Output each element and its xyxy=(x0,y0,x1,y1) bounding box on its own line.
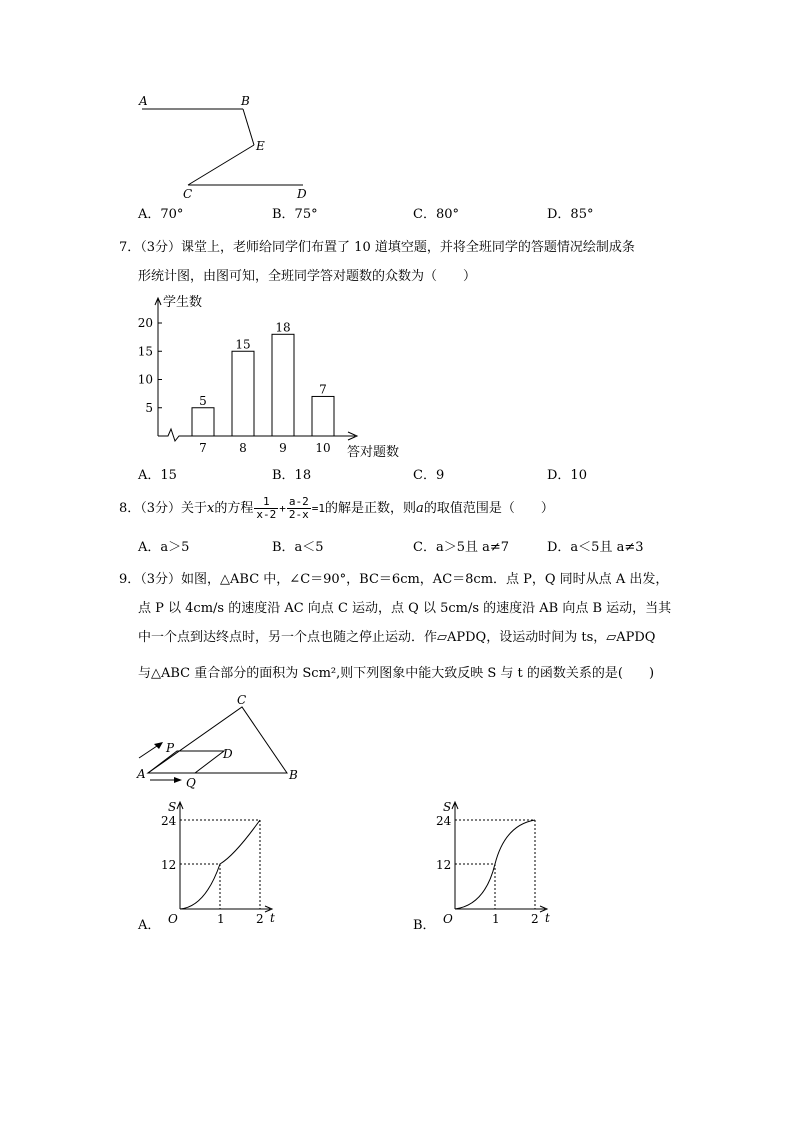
label-t: t xyxy=(545,911,550,925)
q8-f1-num: 1 xyxy=(254,496,278,509)
bar-7 xyxy=(192,408,214,436)
q7-bar-chart xyxy=(130,285,430,465)
label-a: A xyxy=(139,94,148,108)
y-axis-label: 学生数 xyxy=(163,295,203,310)
label-q: Q xyxy=(186,776,196,790)
q6-figure xyxy=(130,90,330,205)
q9-graph-a xyxy=(150,795,290,930)
q8-var-x: x xyxy=(207,501,215,516)
q8-equals: =1 xyxy=(311,502,326,515)
y-tick-label-15: 15 xyxy=(137,344,153,359)
q9-stem-line3: 中一个点到达终点时，另一个点也随之停止运动．作▱APDQ，设运动时间为 ts，▱APDQ xyxy=(138,630,656,645)
label-b: B xyxy=(289,768,298,782)
q8-suffix1: 的解是正数，则 xyxy=(325,501,417,516)
arrow-q-head xyxy=(174,777,182,783)
x-tick-label-9: 9 xyxy=(279,441,287,455)
label-c: C xyxy=(237,693,247,707)
q6-option-a: A．70° xyxy=(138,207,184,222)
bar-data-label-10: 7 xyxy=(319,382,327,397)
q7-option-b: B．18 xyxy=(272,468,312,483)
q8-option-d: D．a＜5且 a≠3 xyxy=(547,540,644,555)
label-s: S xyxy=(168,800,177,814)
q7-stem-line1: 7．（3分）课堂上，老师给同学们布置了 10 道填空题，并将全班同学的答题情况绘制成条 xyxy=(119,240,635,255)
label-24: 24 xyxy=(436,814,452,828)
x-axis-label: 答对题数 xyxy=(347,445,400,460)
q6-option-d: D．85° xyxy=(547,207,594,222)
label-12: 12 xyxy=(436,858,452,872)
bar-data-label-7: 5 xyxy=(199,393,207,408)
q8-plus: + xyxy=(279,502,286,515)
label-d: D xyxy=(223,747,233,761)
q9-option-a-label: A． xyxy=(138,918,161,933)
segment-be xyxy=(243,109,254,145)
x-tick-label-7: 7 xyxy=(199,441,207,455)
q8-fraction-1 xyxy=(254,496,278,521)
label-d: D xyxy=(297,187,307,201)
q9-graph-b xyxy=(425,795,565,930)
bar-9 xyxy=(272,334,294,436)
q8-f1-den: x-2 xyxy=(256,508,277,521)
q8-var-a: a xyxy=(416,501,424,516)
label-e: E xyxy=(256,139,265,153)
label-c: C xyxy=(183,187,193,201)
q9-stem-line1: 9．（3分）如图，△ABC 中，∠C＝90°，BC＝6cm，AC＝8cm．点 P，Q 同时从点 A 出发， xyxy=(119,572,669,587)
label-b: B xyxy=(241,94,250,108)
label-x2: 2 xyxy=(256,912,264,926)
label-24: 24 xyxy=(161,814,177,828)
q8-option-a: A．a＞5 xyxy=(138,540,190,555)
q8-option-b: B．a＜5 xyxy=(272,540,324,555)
q9-stem-line2: 点 P 以 4cm/s 的速度沿 AC 向点 C 运动，点 Q 以 5cm/s 的速度沿 AB 向点 B 运动，当其 xyxy=(138,601,672,616)
q7-option-a: A．15 xyxy=(138,468,177,483)
q9-triangle-figure xyxy=(130,690,340,795)
q8-option-c: C．a＞5且 a≠7 xyxy=(413,540,510,555)
q7-option-d: D．10 xyxy=(547,468,587,483)
q6-option-b: B．75° xyxy=(272,207,318,222)
y-tick-label-10: 10 xyxy=(137,372,153,387)
q8-fraction-2 xyxy=(287,496,311,521)
q6-option-c: C．80° xyxy=(413,207,459,222)
bar-data-label-9: 18 xyxy=(275,320,291,335)
bar-8 xyxy=(232,351,254,436)
q7-option-c: C．9 xyxy=(413,468,445,483)
label-o: O xyxy=(443,912,453,926)
bar-10 xyxy=(312,396,334,436)
q8-mid: 的方程 xyxy=(214,501,254,516)
label-s: S xyxy=(443,800,452,814)
x-tick-label-8: 8 xyxy=(239,441,247,455)
arrow-p-head xyxy=(154,742,163,749)
segment-ec xyxy=(188,145,254,185)
label-12: 12 xyxy=(161,858,177,872)
label-o: O xyxy=(168,912,178,926)
q8-f2-num: a-2 xyxy=(288,495,309,508)
q9-option-b-label: B． xyxy=(413,918,436,933)
parallelogram-apdq xyxy=(148,751,224,773)
bar-data-label-8: 15 xyxy=(235,337,251,352)
q9-stem-line4: 与△ABC 重合部分的面积为 Scm²,则下列图象中能大致反映 S 与 t 的函数关系的是( ) xyxy=(138,666,655,681)
q8-suffix2: 的取值范围是（ ） xyxy=(423,501,554,516)
q8-prefix: 8．（3分）关于 xyxy=(119,501,208,516)
label-x1: 1 xyxy=(217,912,225,926)
triangle-abc xyxy=(148,707,287,773)
label-p: P xyxy=(166,741,175,755)
label-x1: 1 xyxy=(492,912,500,926)
q7-stem-line2: 形统计图，由图可知，全班同学答对题数的众数为（ ） xyxy=(138,269,477,284)
label-a: A xyxy=(137,767,146,781)
label-x2: 2 xyxy=(531,912,539,926)
x-tick-label-10: 10 xyxy=(315,441,331,455)
q8-f2-den: 2-x xyxy=(288,508,309,521)
q8-stem xyxy=(119,496,554,521)
y-tick-label-20: 20 xyxy=(137,316,153,330)
label-t: t xyxy=(270,911,275,925)
y-tick-label-5: 5 xyxy=(145,400,153,415)
